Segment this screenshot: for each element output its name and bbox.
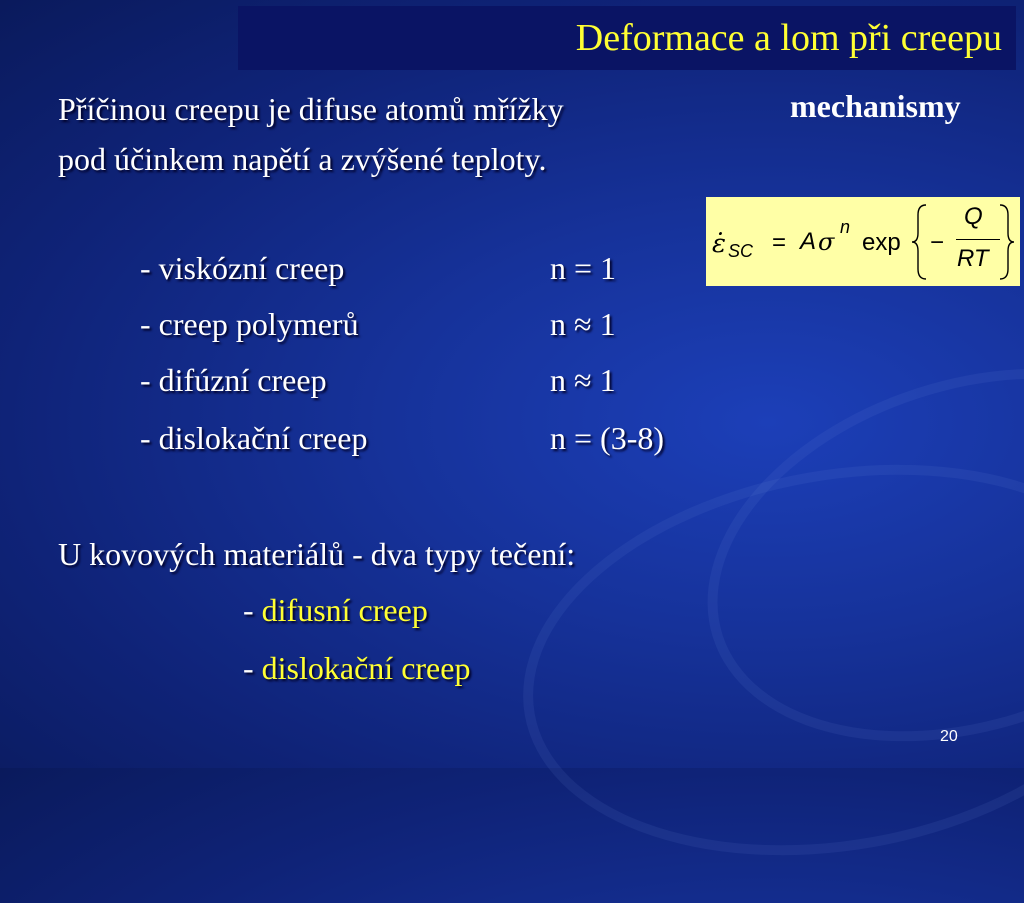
formula-numerator: Q bbox=[964, 203, 983, 230]
creep-type-name: difusní creep bbox=[261, 592, 428, 628]
formula-equals: = bbox=[772, 229, 787, 256]
formula-coefficient: A bbox=[800, 228, 817, 255]
metals-line: U kovových materiálů - dva typy tečení: bbox=[58, 536, 576, 572]
formula-exponent: n bbox=[840, 217, 851, 237]
mechanism-exponent: n ≈ 1 bbox=[550, 306, 616, 342]
mechanism-row bbox=[140, 306, 616, 343]
creep-type-row bbox=[243, 650, 470, 687]
formula-left-brace bbox=[910, 203, 928, 281]
slide-title: Deformace a lom při creepu bbox=[575, 17, 1002, 59]
mechanism-exponent: n = 1 bbox=[550, 250, 617, 286]
intro-line: pod účinkem napětí a zvýšené teploty. bbox=[58, 141, 547, 177]
title-bar bbox=[238, 6, 1016, 70]
page-number: 20 bbox=[940, 728, 958, 745]
formula-minus: − bbox=[930, 229, 945, 256]
formula-fraction-bar bbox=[956, 239, 1000, 240]
background-swirl bbox=[492, 417, 1024, 902]
mechanism-row bbox=[140, 362, 616, 399]
formula-denominator: RT bbox=[957, 245, 989, 272]
mechanism-name: - viskózní creep bbox=[140, 250, 345, 286]
formula-subscript: SC bbox=[728, 241, 754, 261]
creep-type-row bbox=[243, 592, 428, 629]
mechanism-exponent: n = (3-8) bbox=[550, 420, 665, 456]
mechanism-row bbox=[140, 250, 617, 287]
mechanism-name: - creep polymerů bbox=[140, 306, 359, 342]
subtitle: mechanismy bbox=[790, 88, 961, 124]
formula-function: exp bbox=[862, 229, 901, 256]
mechanism-row bbox=[140, 420, 665, 457]
formula-sigma: σ bbox=[818, 228, 835, 256]
formula-strain-rate: ε̇ bbox=[712, 229, 726, 259]
formula-box bbox=[706, 197, 1020, 286]
mechanism-exponent: n ≈ 1 bbox=[550, 362, 616, 398]
creep-type-name: dislokační creep bbox=[261, 650, 471, 686]
intro-line: Příčinou creepu je difuse atomů mřížky bbox=[58, 91, 564, 127]
creep-type-dash: - bbox=[243, 650, 262, 686]
creep-type-dash: - bbox=[243, 592, 262, 628]
mechanism-name: - dislokační creep bbox=[140, 420, 368, 456]
formula-right-brace bbox=[998, 203, 1016, 281]
mechanism-name: - difúzní creep bbox=[140, 362, 327, 398]
intro-text bbox=[58, 84, 564, 184]
